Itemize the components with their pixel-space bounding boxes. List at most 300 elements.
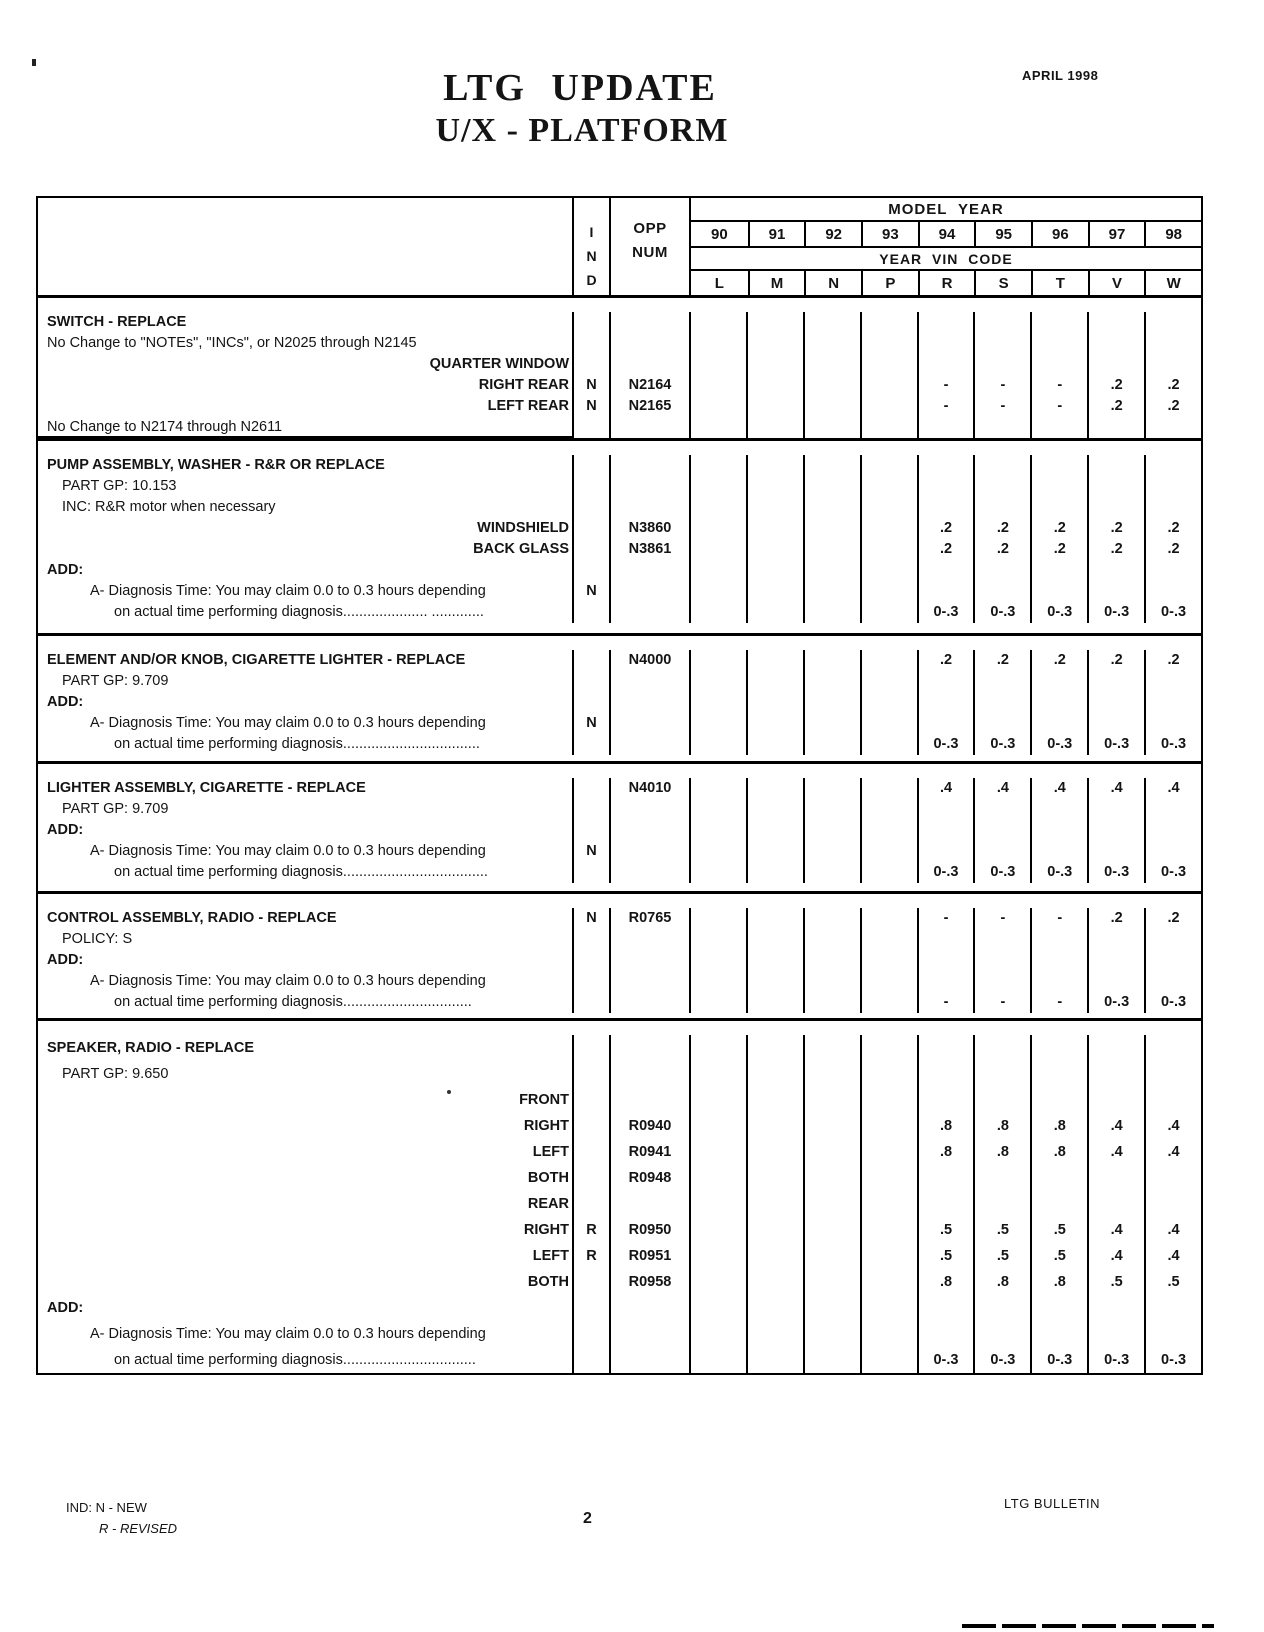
year-value-cell [1030, 417, 1087, 438]
year-value-cell [917, 497, 974, 518]
year-value-cell [746, 1347, 803, 1373]
ind-cell [572, 1321, 609, 1347]
year-value-cell [917, 1087, 974, 1113]
year-value-cell: .8 [973, 1269, 1030, 1295]
year-value-cell [689, 778, 746, 799]
year-value-cell: .4 [1144, 1139, 1201, 1165]
opp-num-column-header [609, 198, 689, 295]
year-value-cell [1087, 713, 1144, 734]
year-value-cell [746, 950, 803, 971]
year-value-cell: .2 [1087, 375, 1144, 396]
table-row [38, 1269, 1201, 1295]
year-value-cell [1087, 354, 1144, 375]
ind-cell [572, 778, 609, 799]
ind-cell: N [572, 581, 609, 602]
year-header: 92 [804, 222, 861, 247]
year-value-cell [860, 1035, 917, 1061]
year-value-cell [1030, 581, 1087, 602]
opp-num-cell [609, 862, 689, 883]
year-value-cell [689, 929, 746, 950]
year-value-cell [1030, 354, 1087, 375]
year-value-cell: 0-.3 [1087, 1347, 1144, 1373]
year-value-cell [917, 312, 974, 333]
year-value-cell [1087, 417, 1144, 438]
year-value-cell [917, 1165, 974, 1191]
year-value-cell [860, 1061, 917, 1087]
year-value-cell [746, 417, 803, 438]
year-value-cell [917, 1035, 974, 1061]
year-value-cell [746, 1035, 803, 1061]
description-cell: A- Diagnosis Time: You may claim 0.0 to 0.3 hours depending [90, 715, 486, 731]
vin-code-header: N [804, 271, 861, 296]
year-value-cell [1030, 820, 1087, 841]
description-cell: ADD: [47, 1300, 84, 1316]
description-cell: POLICY: S [62, 931, 133, 947]
year-value-cell: 0-.3 [1087, 862, 1144, 883]
opp-num-cell: R0950 [609, 1217, 689, 1243]
year-value-cell: 0-.3 [973, 602, 1030, 623]
year-value-cell: .8 [917, 1269, 974, 1295]
year-value-cell [803, 396, 860, 417]
ind-cell [572, 1035, 609, 1061]
opp-num-cell [609, 1061, 689, 1087]
year-value-cell [1144, 713, 1201, 734]
year-value-cell [1144, 1165, 1201, 1191]
year-value-cell [746, 396, 803, 417]
year-value-cell [860, 333, 917, 354]
footer-ind-legend: IND: N - NEW [66, 1500, 147, 1515]
year-value-cell: .2 [917, 650, 974, 671]
ind-cell [572, 455, 609, 476]
year-value-cell [803, 560, 860, 581]
year-value-cell [1030, 950, 1087, 971]
year-value-cell [689, 312, 746, 333]
year-value-cell [1030, 1087, 1087, 1113]
year-value-cell: .5 [1087, 1269, 1144, 1295]
year-value-cell [1030, 333, 1087, 354]
table-row [38, 862, 1201, 883]
year-value-cell: .5 [973, 1217, 1030, 1243]
year-value-cell [917, 713, 974, 734]
table-row [38, 312, 1201, 333]
year-value-cell: .4 [1087, 1113, 1144, 1139]
opp-num-cell [609, 799, 689, 820]
description-cell: INC: R&R motor when necessary [62, 499, 276, 515]
year-value-cell [689, 841, 746, 862]
description-cell: QUARTER WINDOW [429, 356, 569, 372]
opp-num-cell: R0958 [609, 1269, 689, 1295]
scan-artifact-mark [32, 59, 36, 66]
year-value-cell [689, 333, 746, 354]
year-value-cell [860, 692, 917, 713]
year-value-cell [689, 476, 746, 497]
year-value-cell [746, 650, 803, 671]
year-value-cell [689, 692, 746, 713]
table-row [38, 841, 1201, 862]
year-value-cell [803, 820, 860, 841]
ind-cell [572, 1295, 609, 1321]
year-value-cell [1144, 820, 1201, 841]
model-year-band [689, 198, 1201, 295]
year-value-cell [746, 1087, 803, 1113]
year-value-cell [973, 1321, 1030, 1347]
year-value-cell: .4 [1087, 1139, 1144, 1165]
ind-cell [572, 539, 609, 560]
ind-cell [572, 650, 609, 671]
year-value-cell [973, 799, 1030, 820]
description-cell: on actual time performing diagnosis..................... ............. [114, 604, 484, 620]
year-value-cell [689, 1113, 746, 1139]
page-number: 2 [583, 1510, 592, 1527]
ind-cell [572, 799, 609, 820]
ind-cell [572, 476, 609, 497]
year-value-cell [746, 1321, 803, 1347]
table-section [38, 633, 1201, 761]
year-value-cell [973, 1035, 1030, 1061]
year-value-cell [746, 778, 803, 799]
year-value-cell [803, 841, 860, 862]
year-value-cell [917, 333, 974, 354]
year-value-cell [917, 1061, 974, 1087]
table-row [38, 908, 1201, 929]
year-value-cell [689, 1139, 746, 1165]
year-value-cell [803, 1295, 860, 1321]
year-value-cell [973, 312, 1030, 333]
opp-num-cell [609, 354, 689, 375]
year-value-cell [917, 841, 974, 862]
year-value-cell [803, 1217, 860, 1243]
ind-cell [572, 671, 609, 692]
ind-cell: N [572, 375, 609, 396]
year-value-cell [917, 671, 974, 692]
year-value-cell [1144, 1035, 1201, 1061]
year-value-cell [860, 539, 917, 560]
year-value-cell: .2 [1087, 650, 1144, 671]
opp-num-cell [609, 1191, 689, 1217]
year-value-cell [973, 1191, 1030, 1217]
year-value-cell [860, 581, 917, 602]
year-value-cell: .2 [1030, 650, 1087, 671]
year-value-cell [803, 734, 860, 755]
year-value-cell: .2 [1144, 539, 1201, 560]
opp-num-cell [609, 1035, 689, 1061]
year-value-cell [803, 929, 860, 950]
year-value-cell [917, 1321, 974, 1347]
year-value-cell [746, 862, 803, 883]
description-cell: PUMP ASSEMBLY, WASHER - R&R OR REPLACE [47, 457, 385, 473]
year-value-cell [917, 1191, 974, 1217]
year-value-cell [1030, 497, 1087, 518]
year-value-cell [803, 602, 860, 623]
year-value-cell: 0-.3 [917, 602, 974, 623]
year-value-cell [1087, 799, 1144, 820]
description-cell: WINDSHIELD [477, 520, 569, 536]
year-value-cell [1030, 476, 1087, 497]
ind-cell [572, 417, 609, 438]
year-value-cell [1087, 1165, 1144, 1191]
year-value-cell [917, 1295, 974, 1321]
year-value-cell [1087, 692, 1144, 713]
year-value-cell [860, 312, 917, 333]
ind-cell [572, 518, 609, 539]
year-value-cell [746, 992, 803, 1013]
year-value-cell [860, 650, 917, 671]
year-value-cell [1030, 692, 1087, 713]
year-value-cell [860, 841, 917, 862]
table-row [38, 820, 1201, 841]
year-value-cell [973, 581, 1030, 602]
opp-num-cell: R0765 [609, 908, 689, 929]
year-value-cell: 0-.3 [1030, 602, 1087, 623]
ind-cell [572, 820, 609, 841]
year-value-cell: .2 [917, 518, 974, 539]
year-value-cell [803, 799, 860, 820]
year-value-cell: 0-.3 [1144, 602, 1201, 623]
ind-cell [572, 1347, 609, 1373]
year-value-cell [973, 820, 1030, 841]
description-cell: A- Diagnosis Time: You may claim 0.0 to 0.3 hours depending [90, 583, 486, 599]
opp-num-cell [609, 841, 689, 862]
description-cell: A- Diagnosis Time: You may claim 0.0 to 0.3 hours depending [90, 973, 486, 989]
year-value-cell: .4 [1144, 1113, 1201, 1139]
year-value-cell [860, 417, 917, 438]
ind-cell [572, 1139, 609, 1165]
description-cell: ADD: [47, 562, 84, 578]
year-value-cell [746, 1061, 803, 1087]
description-cell: No Change to N2174 through N2611 [38, 417, 572, 438]
description-cell: on actual time performing diagnosis.................................... [114, 864, 488, 880]
ind-column-header [572, 198, 609, 295]
year-value-cell [803, 862, 860, 883]
year-value-cell [917, 476, 974, 497]
year-value-cell [689, 497, 746, 518]
year-value-cell: .8 [1030, 1139, 1087, 1165]
description-cell: REAR [527, 1196, 569, 1212]
year-value-cell [1087, 312, 1144, 333]
year-value-cell: 0-.3 [973, 734, 1030, 755]
table-row [38, 1087, 1201, 1113]
description-cell: SPEAKER, RADIO - REPLACE [47, 1040, 255, 1056]
vin-code-headers [691, 271, 1201, 295]
year-value-cell [689, 734, 746, 755]
table-row [38, 518, 1201, 539]
description-cell: ADD: [47, 822, 84, 838]
year-value-cell [1144, 1191, 1201, 1217]
description-cell: on actual time performing diagnosis................................ [114, 994, 472, 1010]
year-value-cell: .2 [1144, 650, 1201, 671]
opp-num-cell [609, 455, 689, 476]
description-cell: BACK GLASS [473, 541, 569, 557]
year-value-cell [860, 862, 917, 883]
year-value-cell [860, 1321, 917, 1347]
year-value-cell [860, 497, 917, 518]
description-cell: LIGHTER ASSEMBLY, CIGARETTE - REPLACE [47, 780, 366, 796]
year-value-cell [689, 1269, 746, 1295]
year-value-cell [1030, 560, 1087, 581]
year-value-cell: 0-.3 [1087, 992, 1144, 1013]
description-cell: RIGHT REAR [478, 377, 569, 393]
year-value-cell: - [1030, 375, 1087, 396]
year-value-cell: .5 [917, 1243, 974, 1269]
year-value-cell [1030, 1191, 1087, 1217]
description-cell: SWITCH - REPLACE [47, 314, 187, 330]
year-value-cell [803, 650, 860, 671]
table-row [38, 950, 1201, 971]
table-row [38, 799, 1201, 820]
table-body [38, 298, 1201, 1373]
year-value-cell [689, 992, 746, 1013]
table-row [38, 1165, 1201, 1191]
year-value-cell [689, 375, 746, 396]
table-row [38, 560, 1201, 581]
year-value-cell: 0-.3 [917, 1347, 974, 1373]
year-value-cell [746, 333, 803, 354]
year-value-cell: 0-.3 [1087, 602, 1144, 623]
year-value-cell: .5 [1030, 1243, 1087, 1269]
year-value-cell: .2 [1030, 539, 1087, 560]
year-value-cell [973, 497, 1030, 518]
year-value-cell [1087, 1295, 1144, 1321]
year-value-cell [689, 1321, 746, 1347]
year-value-cell [1087, 476, 1144, 497]
year-value-cell: 0-.3 [1144, 1347, 1201, 1373]
year-value-cell: 0-.3 [1144, 862, 1201, 883]
opp-num-cell [609, 950, 689, 971]
vin-code-header: P [861, 271, 918, 296]
opp-num-cell: R0948 [609, 1165, 689, 1191]
year-value-cell [1030, 1035, 1087, 1061]
year-value-cell [746, 1113, 803, 1139]
year-value-cell: .4 [1144, 1217, 1201, 1243]
vin-code-header: L [714, 275, 724, 292]
year-value-cell: .2 [973, 539, 1030, 560]
year-value-cell [1087, 841, 1144, 862]
year-value-cell [746, 354, 803, 375]
ind-cell: N [572, 713, 609, 734]
year-value-cell [1030, 455, 1087, 476]
year-value-cell: .8 [973, 1139, 1030, 1165]
year-value-cell [917, 950, 974, 971]
year-header: 95 [974, 222, 1031, 247]
table-row [38, 602, 1201, 623]
table-row [38, 333, 1201, 354]
year-value-cell [746, 539, 803, 560]
opp-num-cell [609, 713, 689, 734]
page-title: LTG UPDATE [443, 67, 717, 109]
year-value-cell: 0-.3 [1030, 734, 1087, 755]
opp-num-cell [609, 734, 689, 755]
year-value-cell [803, 354, 860, 375]
year-value-cell [973, 1165, 1030, 1191]
year-value-cell [803, 476, 860, 497]
opp-num-cell [609, 971, 689, 992]
year-value-cell [689, 581, 746, 602]
opp-num-cell: N2165 [609, 396, 689, 417]
year-value-cell [860, 1191, 917, 1217]
year-value-cell [860, 518, 917, 539]
year-header: 91 [748, 222, 805, 247]
year-value-cell [803, 1035, 860, 1061]
year-value-cell [860, 1113, 917, 1139]
year-value-cell [803, 518, 860, 539]
year-value-cell [860, 778, 917, 799]
year-value-cell [689, 1165, 746, 1191]
ind-cell [572, 497, 609, 518]
year-value-cell [746, 1243, 803, 1269]
table-row [38, 992, 1201, 1013]
year-value-cell: .8 [1030, 1113, 1087, 1139]
opp-num-cell [609, 581, 689, 602]
table-row [38, 650, 1201, 671]
year-value-cell [1144, 971, 1201, 992]
year-value-cell [1087, 671, 1144, 692]
opp-label: OPP [633, 220, 667, 237]
year-value-cell [1087, 971, 1144, 992]
year-value-cell [860, 602, 917, 623]
year-value-cell: .2 [1030, 518, 1087, 539]
year-value-cell: 0-.3 [1030, 862, 1087, 883]
vin-code-label: YEAR VIN CODE [691, 248, 1201, 271]
year-value-cell [860, 1347, 917, 1373]
year-value-cell [689, 799, 746, 820]
year-value-cell [973, 417, 1030, 438]
year-value-cell [689, 1295, 746, 1321]
year-value-cell: - [1030, 396, 1087, 417]
ind-cell [572, 312, 609, 333]
year-header: 98 [1144, 222, 1201, 247]
year-value-cell [917, 799, 974, 820]
year-value-cell [746, 455, 803, 476]
table-row [38, 692, 1201, 713]
year-value-cell [746, 1269, 803, 1295]
year-value-cell [746, 560, 803, 581]
year-value-cell [803, 971, 860, 992]
year-value-cell [746, 841, 803, 862]
year-value-cell [973, 713, 1030, 734]
year-value-cell [860, 1165, 917, 1191]
year-value-cell [803, 1243, 860, 1269]
opp-num-cell [609, 560, 689, 581]
opp-num-cell [609, 992, 689, 1013]
year-value-cell [860, 971, 917, 992]
table-header [38, 198, 1201, 298]
ind-cell: R [572, 1217, 609, 1243]
year-value-cell [917, 820, 974, 841]
date-label: APRIL 1998 [1022, 68, 1099, 83]
year-value-cell [860, 671, 917, 692]
description-cell: BOTH [527, 1274, 569, 1290]
year-value-cell [1087, 1191, 1144, 1217]
year-value-cell [1030, 799, 1087, 820]
opp-num-cell: N4000 [609, 650, 689, 671]
year-value-cell [689, 862, 746, 883]
ind-cell [572, 862, 609, 883]
year-value-cell [746, 1191, 803, 1217]
year-value-cell [689, 971, 746, 992]
year-value-cell [803, 1321, 860, 1347]
year-value-cell: - [1030, 908, 1087, 929]
year-value-cell [803, 992, 860, 1013]
num-label: NUM [632, 244, 668, 261]
year-value-cell: .4 [1087, 1243, 1144, 1269]
year-value-cell [689, 1087, 746, 1113]
year-value-cell [860, 1269, 917, 1295]
year-value-cell [689, 455, 746, 476]
year-value-cell [803, 778, 860, 799]
table-row [38, 1243, 1201, 1269]
year-value-cell [1087, 1321, 1144, 1347]
ind-cell [572, 333, 609, 354]
